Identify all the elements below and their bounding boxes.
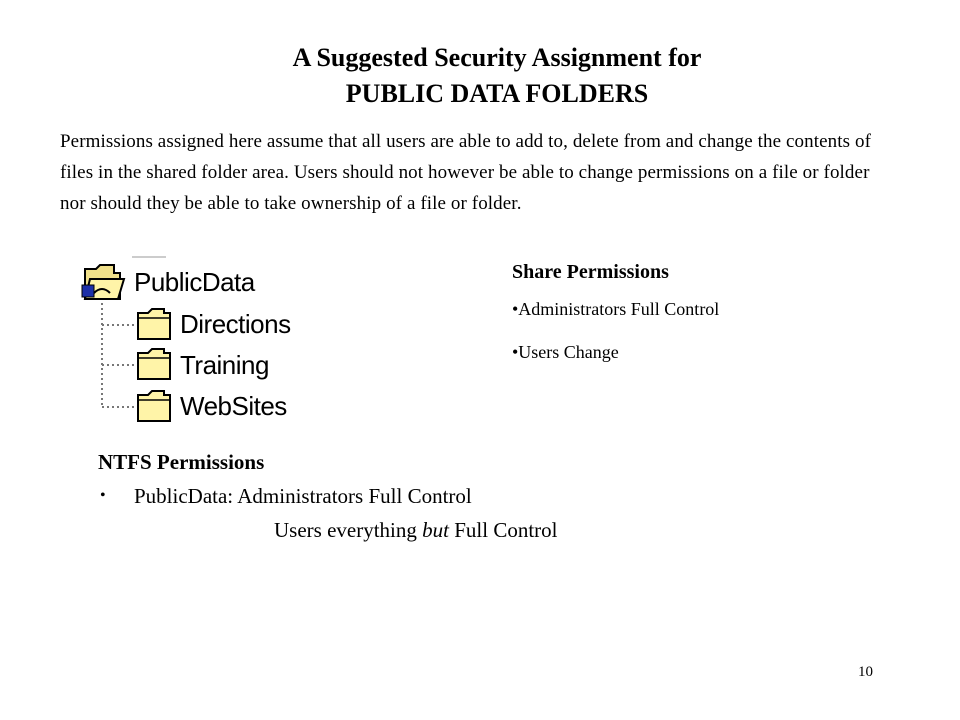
slide-title-line-1: A Suggested Security Assignment for [292, 43, 702, 72]
folder-icon [138, 309, 170, 339]
slide-title-line-2: PUBLIC DATA FOLDERS [345, 79, 649, 108]
share-permissions [512, 258, 892, 383]
ntfs-permission-line [98, 515, 858, 545]
folder-icon [138, 349, 170, 379]
ntfs-permissions-heading: NTFS Permissions [98, 450, 265, 474]
folder-tree [80, 255, 320, 435]
ntfs-permissions [98, 447, 858, 545]
share-permissions-heading: Share Permissions [512, 261, 669, 283]
share-permission-item: •Users Change [512, 342, 619, 362]
page-number: 10 [858, 664, 873, 680]
tree-child-label: Training [180, 350, 269, 380]
tree-child-label: WebSites [180, 391, 287, 421]
intro-paragraph: Permissions assigned here assume that all users are able to add to, delete from and change the contents of files in the shared folder area. Users should not however be able to change permissions on a file or folder nor should they be able to take ownership of a file or folder. [60, 131, 871, 214]
bullet: • [100, 487, 106, 504]
tree-root-label: PublicData [134, 267, 255, 297]
ntfs-users-prefix: Users everything [274, 518, 423, 542]
ntfs-publicdata-line: PublicData: Administrators Full Control [134, 484, 472, 508]
ntfs-permission-line [98, 481, 858, 511]
share-permission-item: •Administrators Full Control [512, 299, 720, 319]
ntfs-users-suffix: Full Control [448, 518, 558, 542]
folder-icon [138, 391, 170, 421]
tree-child-label: Directions [180, 309, 291, 339]
ntfs-users-emphasis: but [422, 518, 449, 542]
folder-open-icon [82, 265, 124, 299]
